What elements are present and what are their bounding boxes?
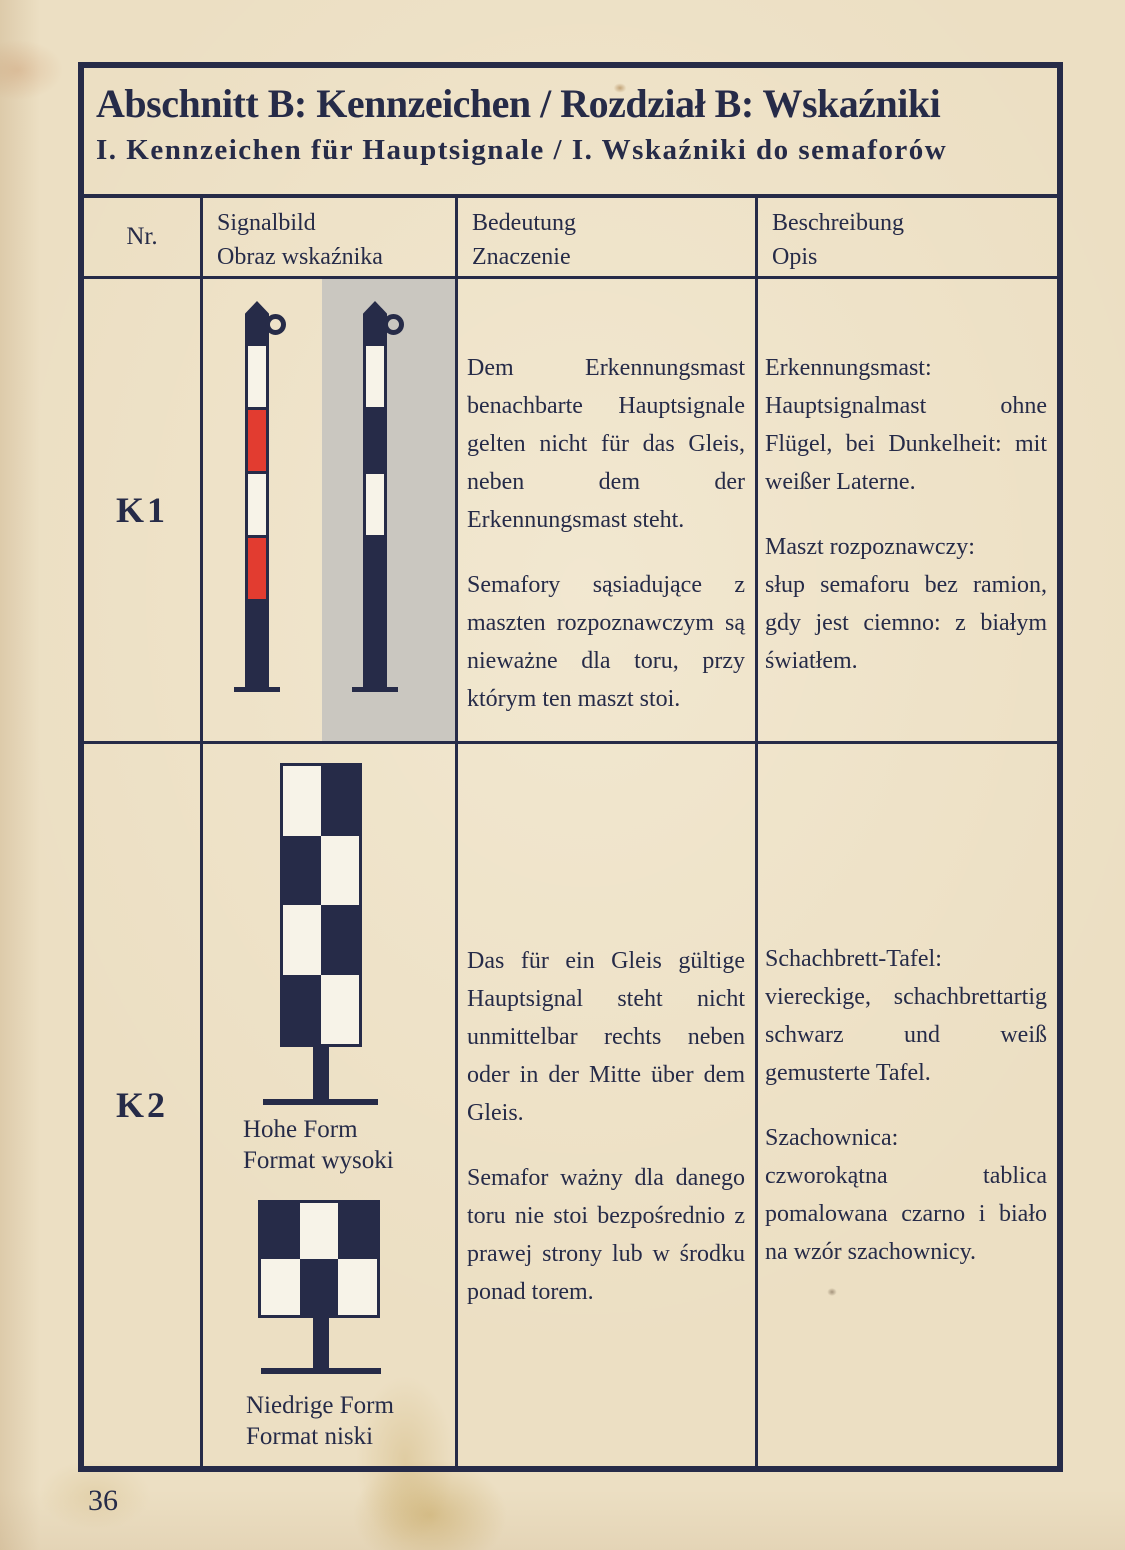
k1-beschreibung-german: [765, 349, 1047, 501]
k1-beschreibung-cell: [758, 279, 1057, 741]
k2-beschreibung-german: [765, 940, 1047, 1092]
k2-bedeutung-polish: Semafor ważny dla danego toru nie stoi bezpośrednio z prawej strony lub w środku ponad torem.: [467, 1165, 745, 1305]
table-row-k2: [84, 744, 1057, 1466]
k1-beschreibung-polish-title: Maszt rozpoznawczy:: [765, 534, 975, 560]
k1-label: K1: [115, 490, 168, 530]
mast-base: [352, 687, 398, 692]
checkerboard-low-post: [313, 1316, 329, 1369]
k2-beschreibung-polish-title: Szachownica:: [765, 1125, 899, 1151]
board-cell-black: [338, 1203, 377, 1259]
column-header-nr-label: Nr.: [126, 223, 158, 250]
board-cell-white: [283, 766, 321, 836]
column-header-beschreibung-de: Beschreibung: [772, 210, 904, 236]
k2-label: K2: [115, 1085, 168, 1125]
column-header-signalbild-de: Signalbild: [217, 210, 316, 236]
mast-bands: [363, 343, 387, 687]
column-header-nr: [84, 198, 203, 276]
k1-bedeutung-polish: Semafory sąsiadujące z maszten rozpoznawczym są nieważne dla toru, przy którym ten maszt stoi.: [467, 572, 745, 712]
column-header-beschreibung: [758, 198, 1057, 276]
board-cell-white: [321, 836, 359, 906]
column-header-signalbild-pl: Obraz wskaźnika: [217, 244, 383, 270]
caption-low-form-de: Niedrige Form: [246, 1392, 394, 1419]
caption-high-form: [243, 1114, 394, 1176]
k2-nr-cell: [84, 744, 203, 1466]
k2-beschreibung-polish-body: czworokątna tablica pomalowana czarno i biało na wzór szachownicy.: [765, 1163, 1047, 1265]
board-cell-black: [321, 766, 359, 836]
k1-beschreibung-german-body: Hauptsignalmast ohne Flügel, bei Dunkelheit: mit weißer Laterne.: [765, 393, 1047, 495]
k1-beschreibung-german-title: Erkennungsmast:: [765, 355, 932, 381]
board-cell-black: [283, 975, 321, 1045]
board-cell-black: [283, 836, 321, 906]
k1-beschreibung-polish-body: słup semaforu bez ramion, gdy jest ciemno: z białym światłem.: [765, 572, 1047, 674]
k1-nr-cell: [84, 279, 203, 741]
caption-low-form-pl: Format niski: [246, 1423, 374, 1450]
column-header-bedeutung-de: Bedeutung: [472, 210, 576, 236]
k2-bedeutung-german: Das für ein Gleis gültige Hauptsignal steht nicht unmittelbar rechts neben oder in der Mitte über dem Gleis.: [467, 948, 745, 1126]
board-cell-black: [321, 905, 359, 975]
k1-bedeutung-german: Dem Erkennungsmast benachbarte Hauptsignale gelten nicht für das Gleis, neben dem der Erkennungsmast steht.: [467, 355, 745, 533]
mast-band-white: [366, 471, 384, 535]
board-cell-white: [283, 905, 321, 975]
night-background-strip: [322, 279, 455, 741]
column-header-beschreibung-pl: Opis: [772, 244, 818, 270]
k2-signalbild-cell: [203, 744, 458, 1466]
board-cell-white: [321, 975, 359, 1045]
board-cell-white: [261, 1259, 300, 1315]
page-title: Abschnitt B: Kennzeichen / Rozdział B: Wskaźniki: [96, 81, 941, 126]
caption-low-form: [246, 1390, 394, 1452]
mast-band-red: [248, 407, 266, 471]
mast-day-illustration: [245, 301, 269, 692]
mast-band-navy: [366, 407, 384, 471]
board-cell-white: [338, 1259, 377, 1315]
mast-base: [234, 687, 280, 692]
caption-high-form-de: Hohe Form: [243, 1116, 358, 1143]
title-block: [84, 68, 1057, 198]
caption-high-form-pl: Format wysoki: [243, 1147, 394, 1174]
page-number: 36: [88, 1484, 118, 1517]
table-frame: [78, 62, 1063, 1472]
k2-beschreibung-cell: [758, 744, 1057, 1466]
board-cell-white: [300, 1203, 339, 1259]
k1-beschreibung-polish: [765, 528, 1047, 680]
k2-bedeutung-cell: [458, 744, 758, 1466]
column-header-bedeutung-pl: Znaczenie: [472, 244, 571, 270]
lantern-ring-icon: [265, 314, 286, 335]
k2-beschreibung-german-body: viereckige, schachbrettartig schwarz und weiß gemusterte Tafel.: [765, 984, 1047, 1086]
mast-band-red: [248, 535, 266, 599]
k1-signalbild-cell: [203, 279, 458, 741]
board-cell-black: [300, 1259, 339, 1315]
lantern-ring-icon: [383, 314, 404, 335]
checkerboard-high-base: [263, 1099, 378, 1105]
page-subtitle: I. Kennzeichen für Hauptsignale / I. Wskaźniki do semaforów: [96, 134, 948, 166]
k2-beschreibung-german-title: Schachbrett-Tafel:: [765, 946, 942, 972]
table-row-k1: [84, 279, 1057, 744]
checkerboard-low-base: [261, 1368, 381, 1374]
mast-band-navy-long: [366, 535, 384, 687]
column-header-bedeutung: [458, 198, 758, 276]
mast-band-white: [248, 471, 266, 535]
checkerboard-high-post: [313, 1047, 329, 1099]
checkerboard-high-illustration: [280, 763, 362, 1047]
mast-night-illustration: [363, 301, 387, 692]
mast-band-white: [248, 343, 266, 407]
table-header-row: [84, 198, 1057, 279]
board-cell-black: [261, 1203, 300, 1259]
mast-band-navy-tall: [248, 599, 266, 687]
mast-band-white: [366, 343, 384, 407]
k2-beschreibung-polish: [765, 1119, 1047, 1271]
k1-bedeutung-cell: [458, 279, 758, 741]
mast-bands: [245, 343, 269, 687]
column-header-signalbild: [203, 198, 458, 276]
checkerboard-low-illustration: [258, 1200, 380, 1318]
